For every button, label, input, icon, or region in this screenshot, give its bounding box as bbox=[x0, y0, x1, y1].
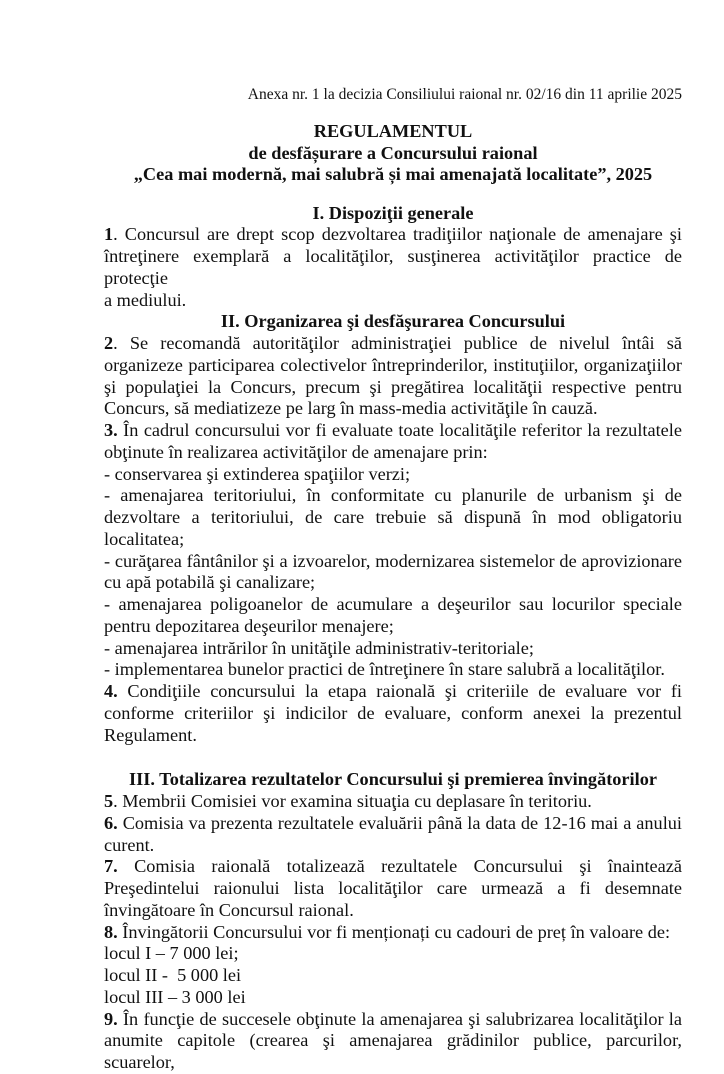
prize-third: locul III – 3 000 lei bbox=[104, 986, 246, 1007]
bullet-item: - curăţarea fântânilor şi a izvoarelor, modernizarea sistemelor de aprovizionare cu apă potabilă şi canalizare; bbox=[104, 550, 682, 593]
title-line-3: „Cea mai modernă, mai salubră și mai amenajată localitate”, 2025 bbox=[133, 164, 653, 184]
prize-list bbox=[104, 943, 682, 1008]
paragraph-1: 1. Concursul are drept scop dezvoltarea tradiţiilor naţionale de amenajare şi întreţinere exemplară a localităţilor, susţinerea activităţilor practice de protecţie a mediului. bbox=[104, 224, 682, 310]
paragraph-5: 5. Membrii Comisiei vor examina situaţia cu deplasare în teritoriu. bbox=[104, 791, 592, 811]
bullet-item: - amenajarea intrărilor în unităţile administrativ-teritoriale; bbox=[104, 637, 534, 658]
section-3-heading: III. Totalizarea rezultatelor Concursului şi premierea învingătorilor bbox=[129, 769, 657, 790]
prize-first: locul I – 7 000 lei; bbox=[104, 943, 239, 964]
bullet-list bbox=[104, 464, 682, 682]
bullet-item: - amenajarea teritoriului, în conformitate cu planurile de urbanism şi de dezvoltare a teritoriului, de care trebuie să dispună în mod obligatoriu localitatea; bbox=[104, 485, 682, 549]
paragraph-3: 3. În cadrul concursului vor fi evaluate toate localităţile referitor la rezultatele obţinute în realizarea activităţilor de amenajare prin: bbox=[104, 420, 682, 462]
paragraph-7: 7. Comisia raională totalizează rezultatele Concursului şi înaintează Preşedintelui raionului lista localităţilor care urmează a fi desemnate învingătoare în Concursul raional. bbox=[104, 856, 682, 920]
document-page bbox=[104, 85, 682, 1074]
bullet-item: - conservarea şi extinderea spaţiilor verzi; bbox=[104, 463, 411, 484]
paragraph-4: 4. Condiţiile concursului la etapa raională şi criteriile de evaluare vor fi conforme criteriilor şi indicilor de evaluare, conform anexei la prezentul Regulament. bbox=[104, 681, 682, 745]
bullet-item: - amenajarea poligoanelor de acumulare a deşeurilor sau locurilor speciale pentru depozitarea deşeurilor menajere; bbox=[104, 594, 682, 636]
title-line-1: REGULAMENTUL bbox=[313, 121, 473, 141]
annex-reference: Anexa nr. 1 la decizia Consiliului raional nr. 02/16 din 11 aprilie 2025 bbox=[247, 86, 682, 103]
bullet-item: - implementarea bunelor practici de întreţinere în stare salubră a localităţilor. bbox=[104, 659, 665, 680]
prize-second: locul II - 5 000 lei bbox=[104, 965, 242, 985]
section-1-heading: I. Dispoziţii generale bbox=[312, 202, 474, 223]
section-2-heading: II. Organizarea şi desfăşurarea Concursului bbox=[220, 311, 566, 332]
paragraph-2: 2. Se recomandă autorităţilor administraţiei publice de nivelul întâi să organizeze participarea colectivelor întreprinderilor, instituţiilor, organizaţiilor şi populaţiei la Concurs, precum şi pregătirea localităţii respective pentru Concurs, să mediatizeze pe larg în mass-media activităţile în cauză. bbox=[104, 333, 682, 419]
paragraph-9: 9. În funcţie de succesele obţinute la amenajarea şi salubrizarea localităţilor la anumite capitole (crearea şi amenajarea grădinilor publice, parcurilor, scuarelor, bbox=[104, 1008, 682, 1072]
paragraph-8: 8. Învingătorii Concursului vor fi menționați cu cadouri de preț în valoare de: bbox=[104, 921, 671, 942]
paragraph-6: 6. Comisia va prezenta rezultatele evaluării până la data de 12-16 mai a anului curent. bbox=[104, 812, 682, 855]
document-title bbox=[104, 121, 682, 186]
title-line-2: de desfășurare a Concursului raional bbox=[248, 142, 538, 163]
